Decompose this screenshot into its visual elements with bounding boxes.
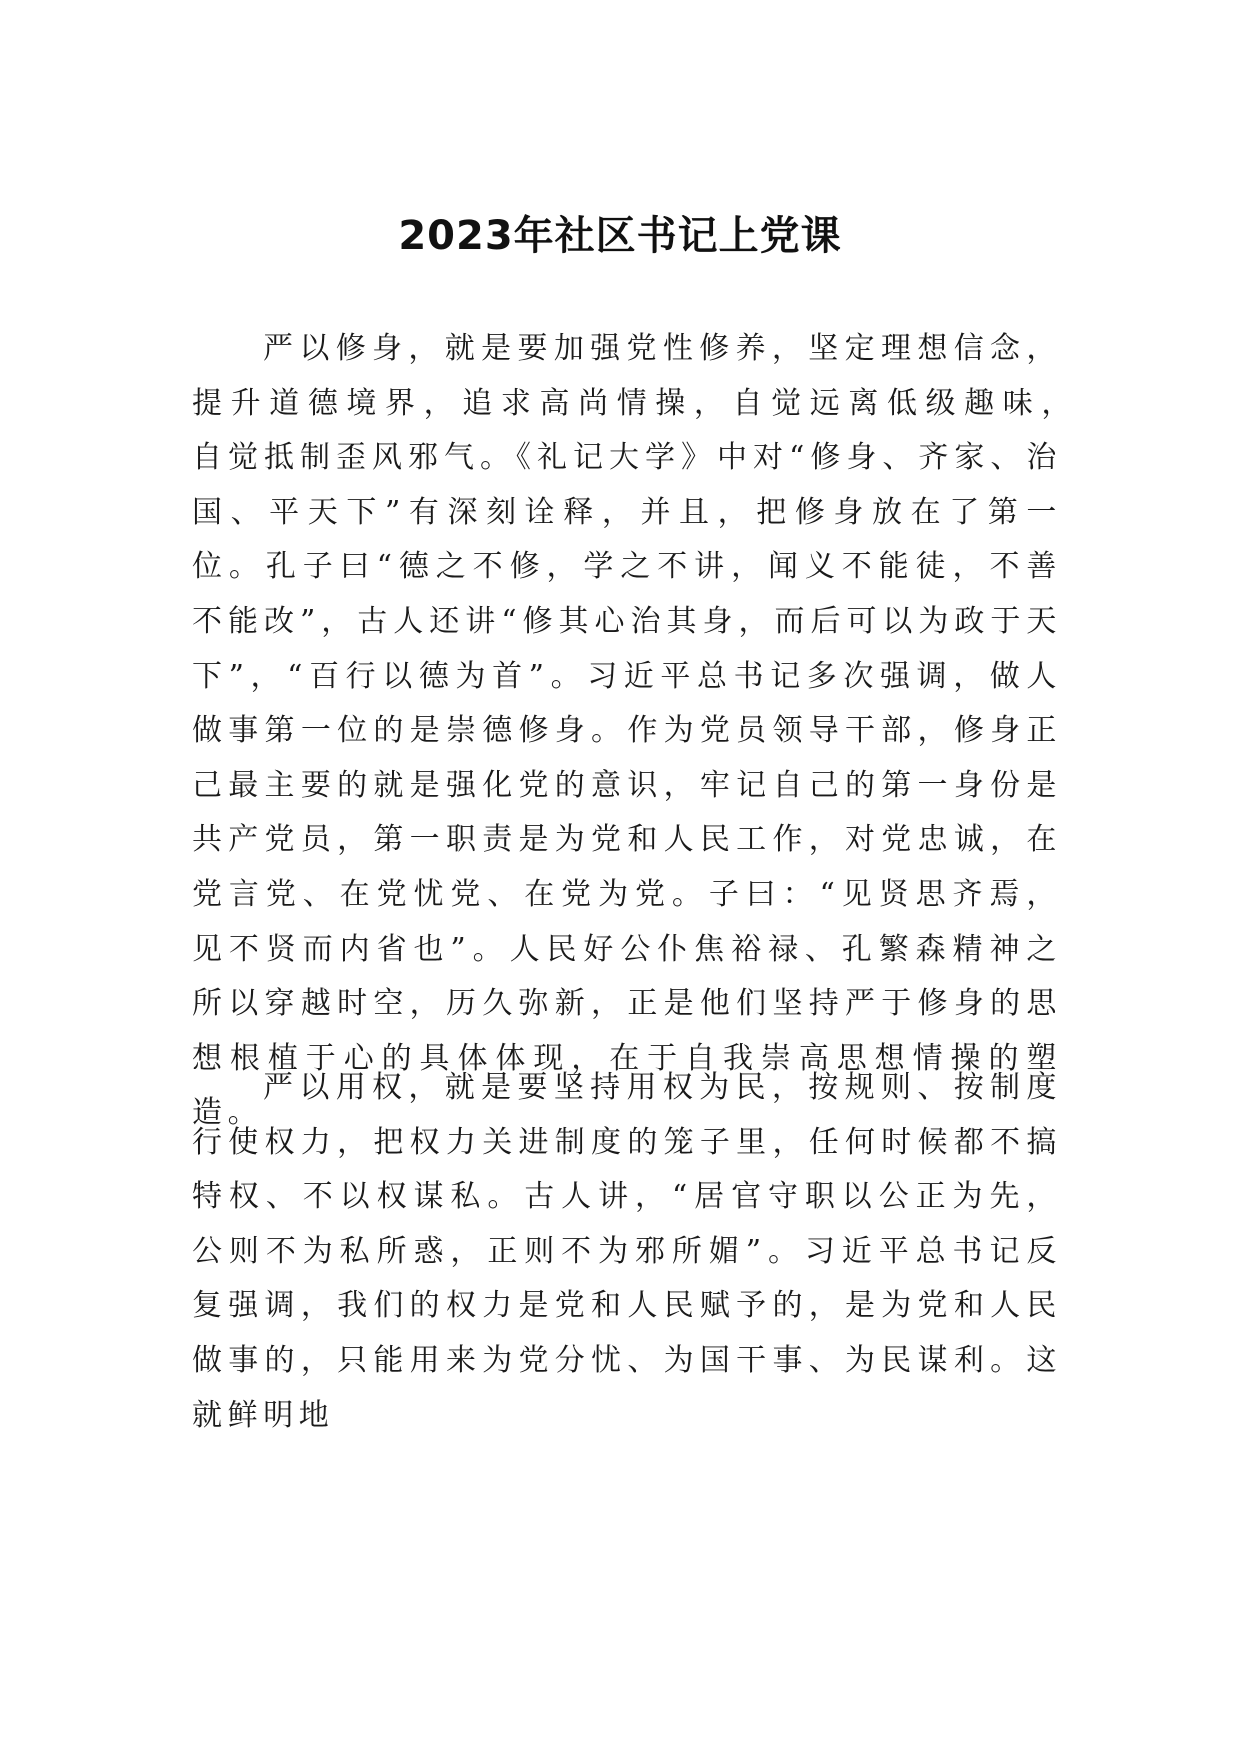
paragraph-exercise-power: 严以用权，就是要坚持用权为民，按规则、按制度行使权力，把权力关进制度的笼子里，任何时候都不搞特权、不以权谋私。古人讲，“居官守职以公正为先，公则不为私所惑，正则不为邪所媚”。习近平总书记反复强调，我们的权力是党和人民赋予的，是为党和人民做事的，只能用来为党分忧、为国干事、为民谋利。这就鲜明地 — [192, 1070, 1062, 1433]
document-title: 2023年社区书记上党课 — [398, 213, 842, 259]
paragraph-self-cultivation: 严以修身，就是要加强党性修养，坚定理想信念，提升道德境界，追求高尚情操，自觉远离低级趣味， 自觉抵制歪风邪气。《礼记大学》中对“修身、齐家、治国、平天下”有深刻诠释，并且，把修身放在了第一位。孔子曰“德之不修，学之不讲，闻义不能徒，不善不能改”，古人还讲“修其心治其身，而后可以为政于天下”，“百行以德为首”。习近平总书记多次强调，做人做事第一位的是崇德修身。作为党员领导干部，修身正己最主要的就是强化党的意识，牢记自己的第一身份是共产党员，第一职责是为党和人民工作，对党忠诚，在党言党、在党忧党、在党为党。子曰：“见贤思齐焉，见不贤而内省也”。人民好公仆焦裕禄、孔繁森精神之所以穿越时空，历久弥新，正是他们坚持严于修身的思想根植于心的具体体现，在于自我崇高思想情操的塑造。 — [192, 331, 1098, 1131]
